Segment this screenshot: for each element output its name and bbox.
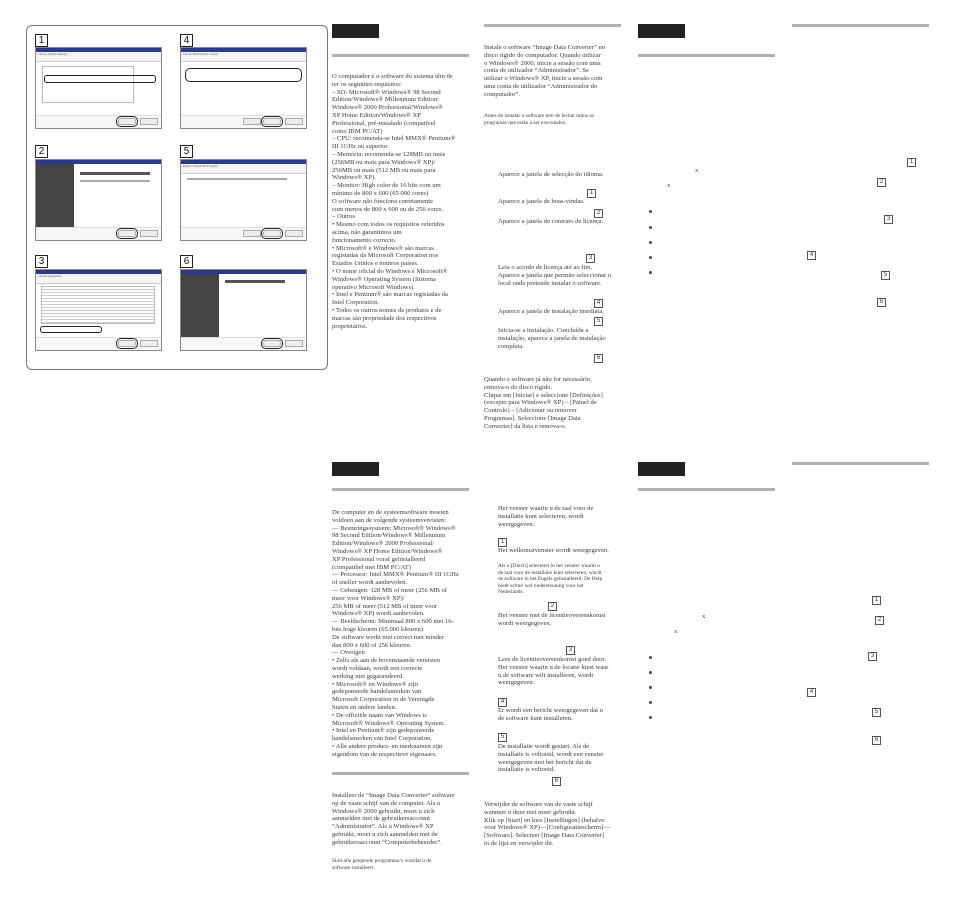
marker-4: 4 <box>594 299 603 308</box>
step-lang-pt: Aparece a janela de selecção do idioma. <box>498 171 604 178</box>
cancel-button[interactable] <box>140 230 158 237</box>
next-button[interactable] <box>118 230 136 237</box>
marker-6: 6 <box>594 354 603 363</box>
step4-pt: Aparece a janela de instalação imediata. <box>498 308 604 315</box>
bullet <box>649 256 652 259</box>
marker-2: 2 <box>548 602 557 611</box>
marker-1: 1 <box>498 538 507 547</box>
divider <box>792 24 929 27</box>
bullet <box>649 226 652 229</box>
step2-pt: Aparece a janela do contrato de licença. <box>498 218 604 225</box>
back-button[interactable] <box>243 118 261 125</box>
faint-x: x <box>674 628 678 635</box>
marker-6: 6 <box>552 777 561 786</box>
faint-x: x <box>702 613 706 620</box>
marker-6: 6 <box>877 298 886 307</box>
step1-pt: Aparece a janela de boas-vindas. <box>498 198 585 205</box>
install-intro-pt: Instale o software “Image Data Converter” no disco rígido do computador. Quando utilizar o Windows® 2000, inicie a sessão com uma conta de utilizador “Administrador”. Se utilizar o Windows® XP, inicie a sessão com uma conta de utilizador “Administrador do computador”. <box>484 44 606 98</box>
cancel-button[interactable] <box>140 118 158 125</box>
divider <box>484 24 621 27</box>
dialog-subtitle: License Agreement <box>36 274 161 284</box>
back-button[interactable] <box>243 230 261 237</box>
step4-nl: Er wordt een bericht weergegeven dat u de software kunt installeren. <box>498 707 603 722</box>
divider <box>638 488 775 491</box>
dialog-subtitle: Ready to Install the Program <box>181 164 306 174</box>
faint-x: x <box>695 167 699 174</box>
dialog-subtitle: Choose Setup Language <box>36 52 161 62</box>
uninstall-nl: Verwijder de software van de vaste schijf wanneer u deze niet meer gebruikt. Klik op [Start] en kies [Instellingen] (behalve voor Windows® XP)—[Configuratiescherm]— [Software]. Selecteer [Image Data Converter] in de lijst en verwijder dit. <box>484 801 610 847</box>
no-button[interactable] <box>140 340 158 347</box>
section-header-3 <box>638 24 685 38</box>
bullet <box>649 716 652 719</box>
marker-3: 3 <box>586 254 595 263</box>
requirements-pt: O computador e o software do sistema têm de ter os seguintes requisitos: – SO: Microsoft® Windows® 98 Second Edition/Windows® Millennium Edition/ Windows® 2000 Professional/Windows® XP Home Edition/Windows® XP Professional, pré-instalado (compatível como IBM PC/AT) – CPU: recomenda-se Intel MMX® Pentium® III 1GHz ou superior. – Memória: recomenda-se 128MB ou mais (256MB ou mais para Windows® XP)/ 256MB ou mais (512 MB ou mais para Windows® XP). – Monitor: High color de 16 bits com um mínimo de 800 x 600 (65 000 cores) O software não funciona corretamente com menos de 800 x 600 ou de 256 cores. – Outros • Mesmo com todos os requisitos referidos acima, não garantimos um funcionamento correcto. • Microsoft® e Windows® são marcas registadas da Microsoft Corporation nos Estados Unidos e noutros países. • O nome oficial do Windows é Microsoft® Windows® Operating System (Sistema operativo Microsoft Windows). • Intel e Pentium® são marcas registadas da Intel Corporation. • Todos os outros nomes de produtos e de marcas são propriedade dos respectivos proprietários. <box>332 73 456 330</box>
divider <box>332 54 469 57</box>
step5-pt: Inicia-se a instalação. Concluída a instalação, aparece a janela de instalação completa. <box>498 327 606 350</box>
marker-5: 5 <box>594 317 603 326</box>
screenshot-language-select <box>35 47 162 129</box>
divider <box>332 488 469 491</box>
screenshot-destination <box>180 47 307 129</box>
uninstall-pt: Quando o software já não for necessário, remova-o do disco rígido. Clique em [Iniciar] e seleccione [Definições] (excepto para Windows® XP) – [Painel de Controlo] – [Adicionar ou remover Programas]. Seleccione [Image Data Converter] da lista e remova-o. <box>484 376 603 430</box>
marker-1: 1 <box>872 596 881 605</box>
marker-5: 5 <box>498 733 507 742</box>
step-number-6: 6 <box>180 255 193 268</box>
finish-button[interactable] <box>263 340 281 347</box>
step-number-1: 1 <box>35 34 48 47</box>
step1-nl: Het welkomstvenster wordt weergegeven. <box>498 547 609 554</box>
close-note-pt: Antes de instalar o software tem de fechar todos os programas que estão a ser executados. <box>484 113 595 126</box>
screenshot-welcome <box>35 159 162 241</box>
cancel-button[interactable] <box>285 340 303 347</box>
divider <box>332 772 469 775</box>
yes-button[interactable] <box>118 340 136 347</box>
install-intro-nl: Installeer de “Image Data Converter” software op de vaste schijf van de computer. Als u Windows® 2000 gebruikt, moet u zich aanmelden met de gebruikersaccount “Administrator”. Als u Windows® XP gebruikt, moet u zich aanmelden met de gebruikersaccount “Computerbeheerder”. <box>332 792 455 846</box>
faint-x: x <box>667 182 671 189</box>
step-number-5: 5 <box>180 145 193 158</box>
marker-5: 5 <box>881 271 890 280</box>
bullet <box>649 701 652 704</box>
marker-5: 5 <box>872 708 881 717</box>
marker-2: 2 <box>877 178 886 187</box>
screenshot-complete <box>180 269 307 351</box>
marker-4: 4 <box>807 688 816 697</box>
requirements-nl: De computer en de systeemsoftware moeten voldoen aan de volgende systeemvereisten: — Besturingssysteem: Microsoft® Windows® 98 Second Edition/Windows® Millennium Edition/Windows® 2000 Professional/ Windows® XP Home Edition/Windows® XP Professional voraf geïnstalleerd (compatibel met IBM PC/AT) — Processor: Intel MMX® Pentium® III 1GHz of sneller wordt aanbevolen. — Geheugen: 128 MB of meer (256 MB of meer voor Windows® XP)/ 256 MB of meer (512 MB of meer voor Windows® XP) wordt aanbevolen. — Beeldscherm: Minimaal 800 x 600 met 16- bits hoge kleuren (65.000 kleuren) De software werkt niet correct met minder dan 800 x 600 of 256 kleuren. — Overigen • Zelfs als aan de bovenstaande vereisten wordt voldaan, wordt een correcte werking niet gegarandeerd. • Microsoft® en Windows® zijn gedeponeerde handelsmerken van Microsoft Corporation in de Verenigde Staten en andere landen. • De officiële naam van Windows is Microsoft® Windows® Operating System. • Intel en Pentium® zijn gedeponeerde handelsmerken van Intel Corporation. • Alle andere product- en merknamen zijn eigendom van de respectieve eigenaars. <box>332 509 459 758</box>
cancel-button[interactable] <box>285 230 303 237</box>
section-header-pt <box>332 24 379 38</box>
bullet <box>649 241 652 244</box>
marker-2: 2 <box>594 209 603 218</box>
section-header-nl <box>332 462 379 476</box>
step-lang-nl: Het venster waarin u de taal voor de installatie kunt selecteren, wordt weergegeven. <box>498 505 594 528</box>
bullet <box>649 656 652 659</box>
install-button[interactable] <box>263 230 281 237</box>
close-note-nl: Sluit alle geopende programma’s voordat u de software installeert. <box>332 858 432 871</box>
screenshot-panel <box>26 25 328 370</box>
divider <box>792 462 929 465</box>
step3-pt: Leia o acordo de licença até ao fim. Aparece a janela que permite seleccionar o local onde pretende instalar o software. <box>498 264 612 287</box>
step-number-4: 4 <box>180 34 193 47</box>
step2-nl: Het venster met de licentieovereenkomst wordt weergegeven. <box>498 612 606 627</box>
marker-3: 3 <box>566 646 575 655</box>
divider <box>638 54 775 57</box>
marker-4: 4 <box>498 698 507 707</box>
bullet <box>649 686 652 689</box>
screenshot-ready <box>180 159 307 241</box>
step-number-3: 3 <box>35 255 48 268</box>
marker-1: 1 <box>587 189 596 198</box>
step-number-2: 2 <box>35 145 48 158</box>
bullet <box>649 210 652 213</box>
marker-3: 3 <box>884 215 893 224</box>
bullet <box>649 671 652 674</box>
marker-6: 6 <box>872 736 881 745</box>
note-nl: Als u [Dutch] selecteert in het venster waarin u de taal voor de installatie kunt selecteren, wordt de software in het Engels geïnstalleerd. De Help biedt echter wel ondersteuning voor het Nederlands. <box>498 563 603 596</box>
marker-1: 1 <box>907 158 916 167</box>
dialog-subtitle: Choose Destination Location <box>181 52 306 62</box>
next-button[interactable] <box>263 118 281 125</box>
cancel-button[interactable] <box>285 118 303 125</box>
next-button[interactable] <box>118 118 136 125</box>
marker-4: 4 <box>807 251 816 260</box>
section-header-4 <box>638 462 685 476</box>
marker-3: 3 <box>868 652 877 661</box>
marker-2: 2 <box>875 616 884 625</box>
step3-nl: Lees de licentieovereenkomst goed door. Het venster waarin u de locatie kiest waar u de software wilt installeren, wordt weergegeven. <box>498 656 609 687</box>
bullet <box>649 271 652 274</box>
step5-nl: De installatie wordt gestart. Als de installatie is voltooid, wordt een venster weergegeven met het bericht dat de installatie is voltooid. <box>498 743 604 774</box>
screenshot-license <box>35 269 162 351</box>
